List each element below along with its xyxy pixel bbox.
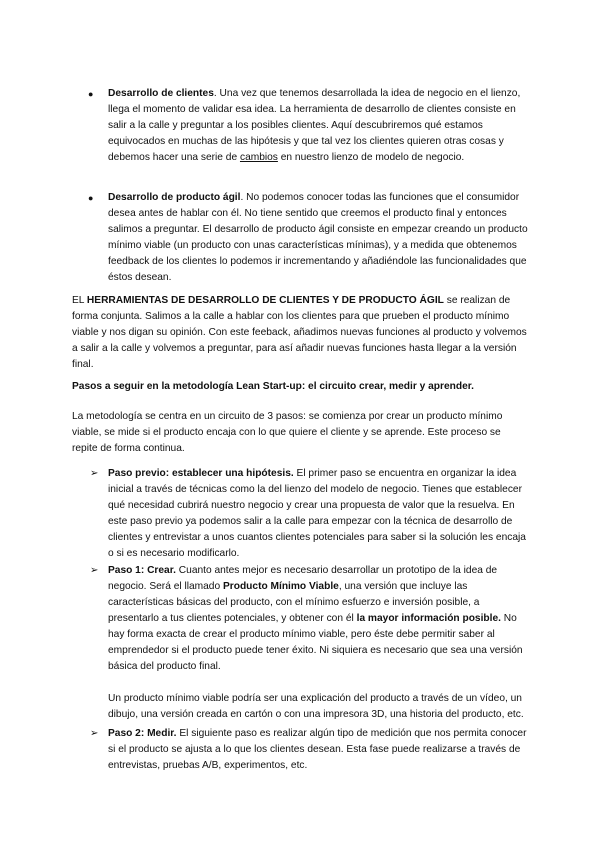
intro-paragraph: La metodología se centra en un circuito de 3 pasos: se comienza por crear un producto mínimo viable, se mide si el producto encaja con lo que quiere el cliente y se aprende. Este proceso se repite de forma continua. [72, 411, 503, 454]
bullet-text: . Una vez que tenemos desarrollada la idea de negocio en el lienzo, llega el momento de validar esa idea. La herramienta de desarrollo de clientes consiste en salir a la calle y preguntar a los posibles clientes. Aquí descubriremos qué estamos equivocados en muchas de las hipótesis y que tal vez los clientes quieren otras cosas y debemos hacer una serie de [108, 88, 521, 163]
cambios-link[interactable]: cambios [239, 152, 278, 163]
bullet-desarrollo-clientes [88, 86, 528, 166]
step-crear [90, 563, 530, 723]
step-title: Paso 1: Crear. [108, 565, 176, 576]
step-text: No hay forma exacta de crear el producto mínimo viable, pero éste debe permitir saber al emprendedor si el producto puede tener éxito. Ni siquiera es necesario que sea una versión básica del producto final. [108, 613, 523, 672]
step-text: El primer paso se encuentra en organizar la idea inicial a través de técnicas como la del lienzo del modelo de negocio. Tienes que establecer qué necesidad cubrirá nuestro negocio y crear una propuesta de valor que la resuelva. En este paso previo ya podemos salir a la calle para empezar con la técnica de desarrollo de clientes y entrevistar a unos cuantos clientes potenciales para saber si la solución les encaja o si es necesario modificarlo. [108, 468, 526, 559]
bullet-text: . No podemos conocer todas las funciones que el consumidor desea antes de hablar con él. No tiene sentido que creemos el producto final y entonces salimos a preguntar. El desarrollo de producto ágil consiste en empezar creando un producto mínimo viable (un producto con unas características mínimas), y a medida que obtenemos feedback de los clientes lo podemos ir incrementando y añadiéndole las funcionalidades que éstos desean. [108, 192, 528, 283]
steps-list-medir [90, 726, 530, 774]
bullet-title: Desarrollo de clientes [108, 88, 214, 99]
bullet-icon: ● [88, 89, 94, 99]
combined-paragraph [72, 293, 528, 373]
combined-bold: HERRAMIENTAS DE DESARROLLO DE CLIENTES Y DE PRODUCTO ÁGIL [86, 295, 444, 306]
bullet-desarrollo-producto [88, 190, 528, 286]
step-text: El siguiente paso es realizar algún tipo de medición que nos permita conocer si el producto se ajusta a lo que los clientes desean. Esta fase puede realizarse a través de entrevistas, pruebas A/B, experimentos, etc. [108, 728, 527, 771]
step-text: Cuanto antes mejor es necesario desarrollar un prototipo de la idea de negocio. Será el llamado [108, 565, 498, 592]
step-text: , una versión que incluye las características básicas del producto, con el mínimo esfuerzo e inversión posible, a presentarlo a tus clientes potenciales, y obtener con él [108, 581, 480, 624]
step-bold: la mayor información posible. [356, 613, 501, 624]
steps-list-previo [90, 466, 530, 562]
combined-prefix: EL [72, 295, 87, 306]
steps-list-crear [90, 563, 530, 723]
arrow-icon: ➢ [90, 468, 99, 479]
step-title: Paso 2: Medir. [108, 728, 177, 739]
bullet-text: en nuestro lienzo de modelo de negocio. [277, 152, 465, 163]
step-medir [90, 726, 530, 774]
step-title: Paso previo: establecer una hipótesis. [108, 468, 294, 479]
combined-text: se realizan de forma conjunta. Salimos a la calle a hablar con los clientes para que prueben el producto mínimo viable y nos digan su opinión. Con este feeback, añadimos nuevas funciones al producto y volvemos a salir a la calle y volvemos a preguntar, para así añadir nuevas funciones hasta llegar a la versión final. [72, 295, 527, 370]
step-bold: Producto Mínimo Viable [222, 581, 339, 592]
arrow-icon: ➢ [90, 565, 99, 576]
tools-bullet-list-2 [88, 190, 528, 286]
step-extra: Un producto mínimo viable podría ser una explicación del producto a través de un vídeo, un dibujo, una versión creada en cartón o con una impresora 3D, una historia del producto, etc. [108, 693, 524, 720]
tools-bullet-list [88, 86, 528, 166]
bullet-icon: ● [88, 193, 94, 203]
section-heading: Pasos a seguir en la metodología Lean Start-up: el circuito crear, medir y aprender. [72, 381, 474, 392]
step-previo [90, 466, 530, 562]
bullet-title: Desarrollo de producto ágil [108, 192, 241, 203]
arrow-icon: ➢ [90, 728, 99, 739]
